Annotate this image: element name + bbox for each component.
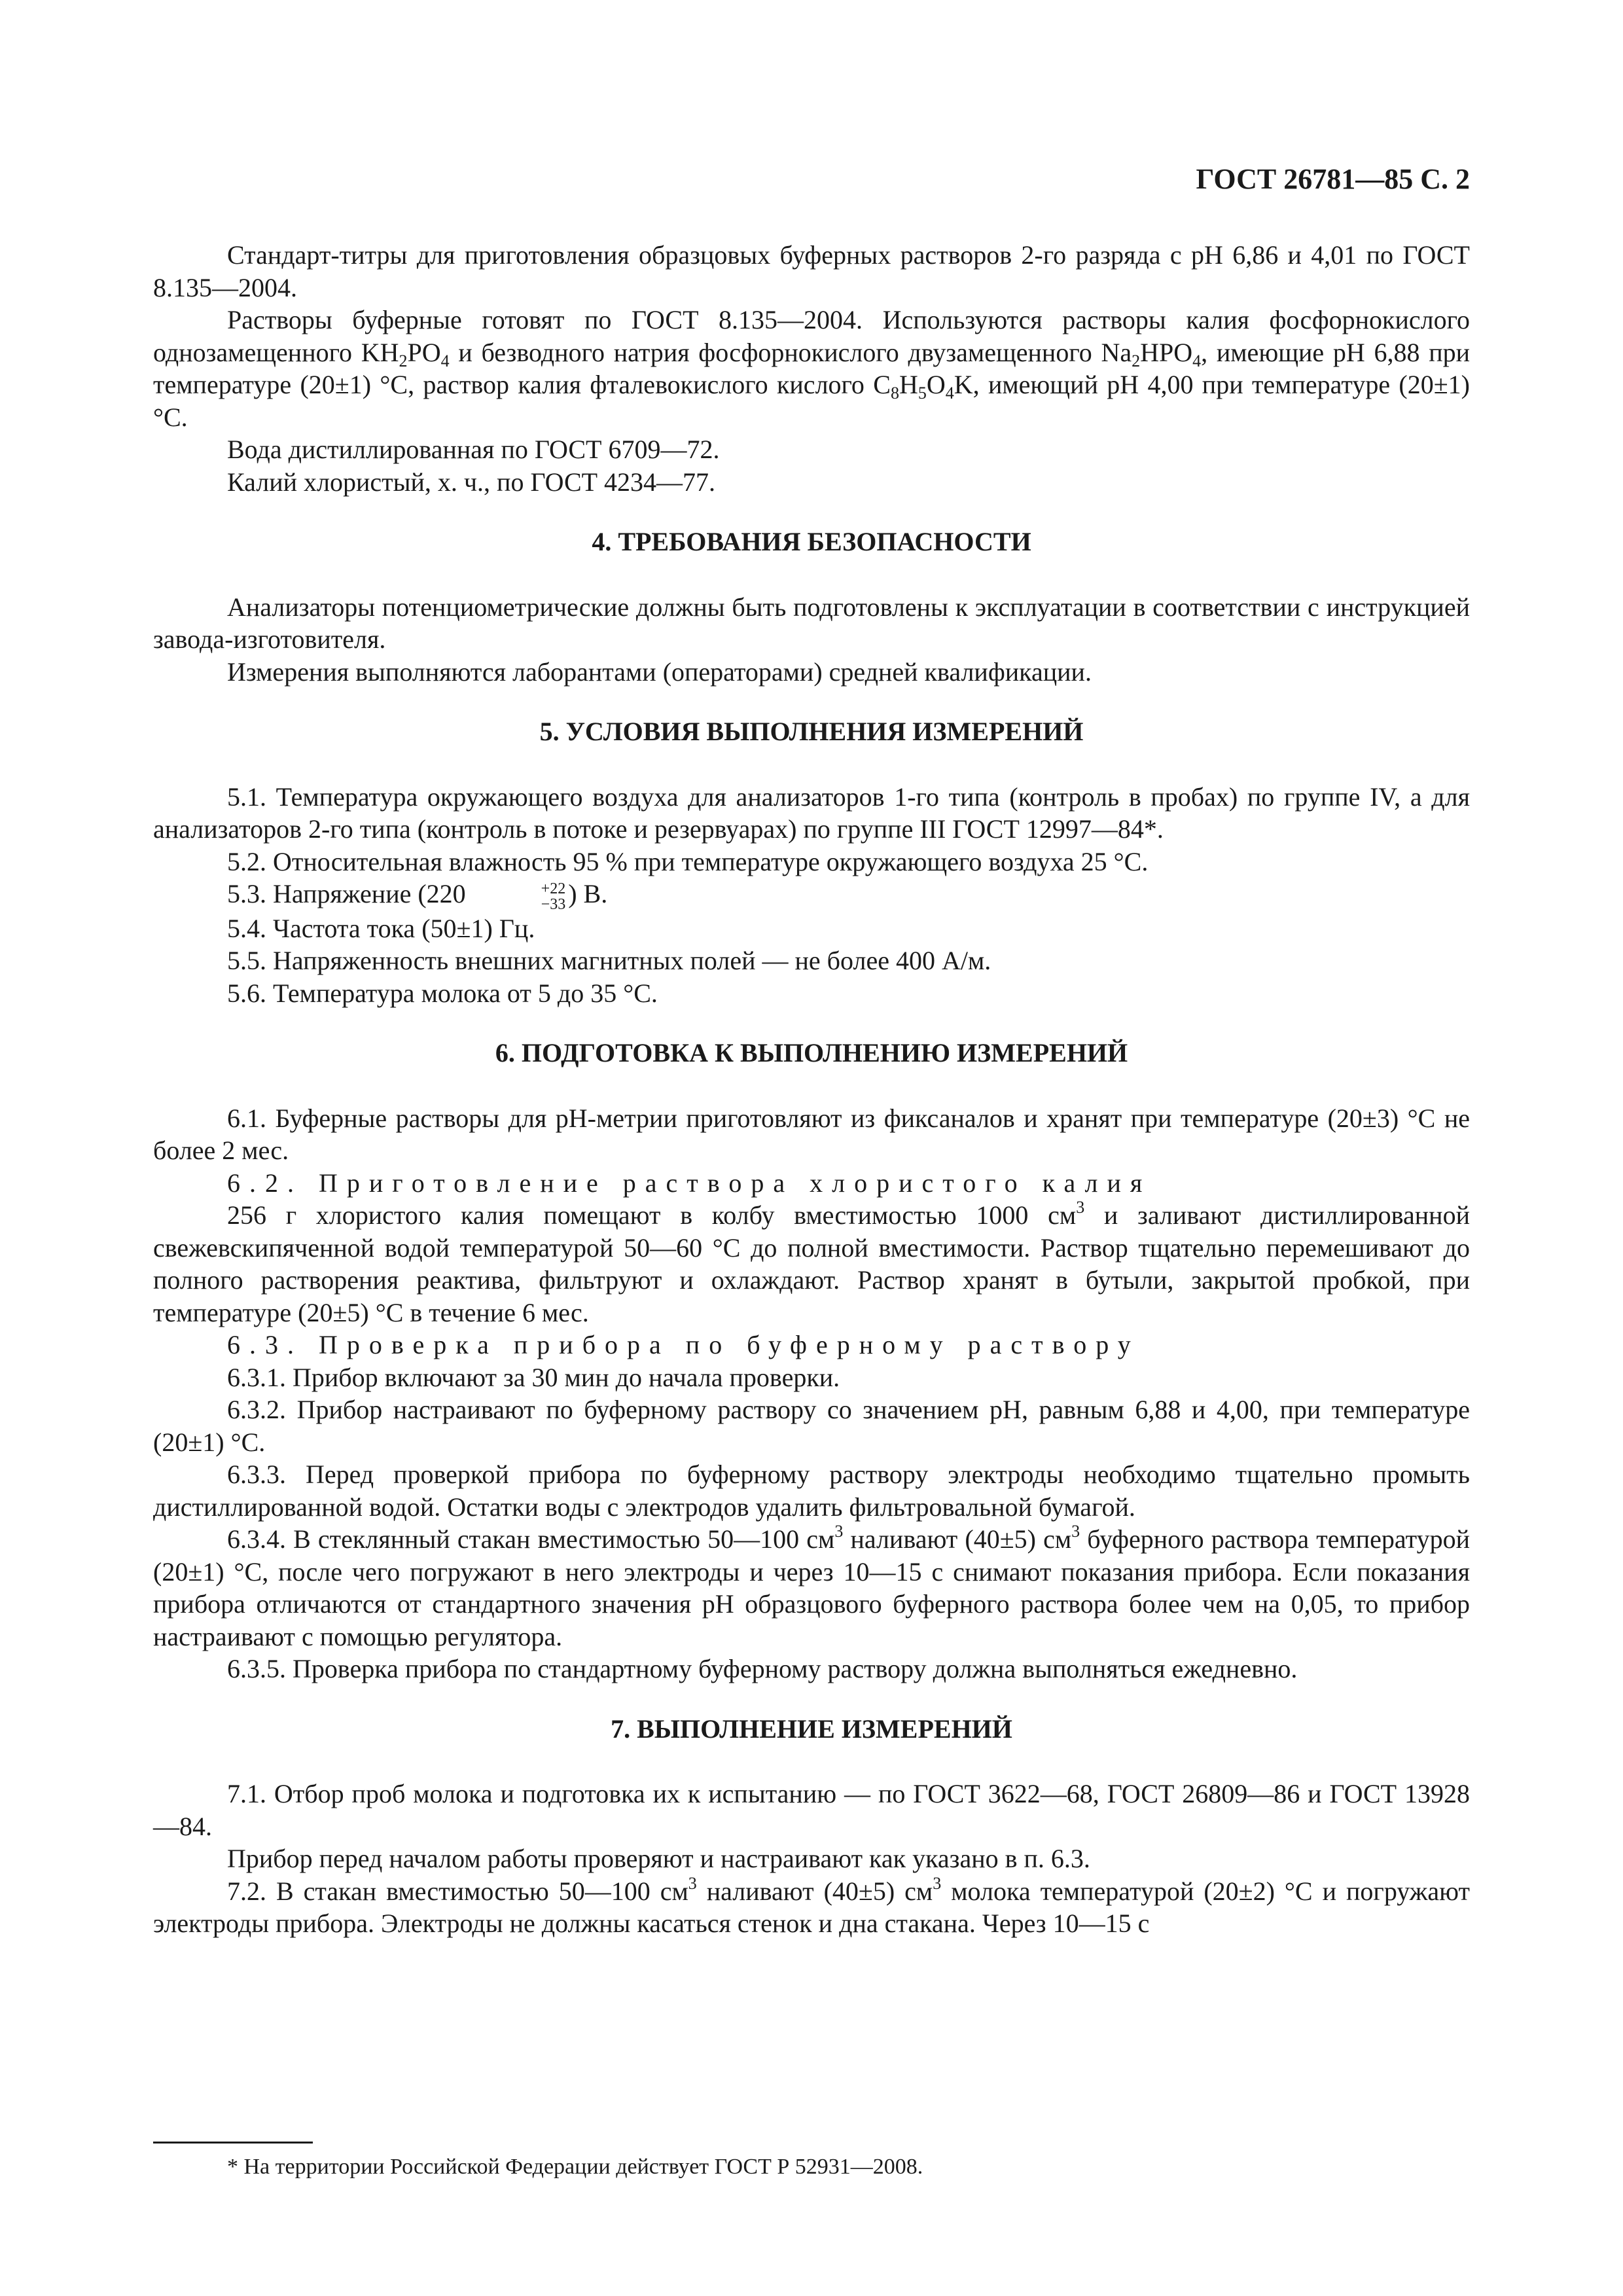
paragraph-standard-titres: Стандарт-титры для приготовления образцовых буферных растворов 2-го разряда с рН 6,86 и 4,01 по ГОСТ 8.135—2004.	[153, 240, 1470, 302]
paragraph-6-3-4: 6.3.4. В стеклянный стакан вместимостью 50—100 $см^3$ наливают (40±5) $см^3$ буферного раствора температурой (20±1) °С, после чего погружают в него электроды и через 10—15 с снимают показания прибора. Если показания прибора отличаются от стандартного значения рН образцового буферного раствора более чем на 0,05, то прибор настраивают с помощью регулятора.	[153, 1522, 1470, 1651]
paragraph-6-3-2: 6.3.2. Прибор настраивают по буферному раствору со значением рН, равным 6,88 и 4,00, при температуре (20±1) °С.	[153, 1395, 1470, 1457]
paragraph-5-3: 5.3. Напряжение (220 +22 −33 ) В.	[227, 879, 608, 913]
paragraph-6-3-1: 6.3.1. Прибор включают за 30 мин до начала проверки.	[227, 1362, 840, 1392]
footnote: * На территории Российской Федерации действует ГОСТ Р 52931—2008.	[227, 2155, 923, 2179]
paragraph-5-1: 5.1. Температура окружающего воздуха для анализаторов 1-го типа (контроль в пробах) по группе IV, а для анализаторов 2-го типа (контроль в потоке и резервуарах) по группе III ГОСТ 12997—84*.	[153, 781, 1470, 844]
paragraph-7-2: 7.2. В стакан вместимостью 50—100 $см^3$ наливают (40±5) $см^3$ молока температурой (20±2) °С и погружают электроды прибора. Электроды не должны касаться стенок и дна стакана. Через 10—15 с	[153, 1873, 1470, 1939]
section-4-heading: 4. ТРЕБОВАНИЯ БЕЗОПАСНОСТИ	[592, 527, 1031, 556]
section-5-heading: 5. УСЛОВИЯ ВЫПОЛНЕНИЯ ИЗМЕРЕНИЙ	[539, 717, 1084, 746]
paragraph-6-2-text: 256 г хлористого калия помещают в колбу вместимостью 1000 $см^3$ и заливают дистиллированной свежевскипяченной водой температурой 50—60 °С до полной вместимости. Раствор тщательно перемешивают до полного растворения реактива, фильтруют и охлаждают. Раствор хранят в бутыли, закрытой пробкой, при температуре (20±5) °С в течение 6 мес.	[153, 1198, 1470, 1327]
paragraph-5-4: 5.4. Частота тока (50±1) Гц.	[227, 913, 535, 943]
subheading-6-3: 6.3. Проверка прибора по буферному раствору	[227, 1330, 1140, 1360]
paragraph-distilled-water: Вода дистиллированная по ГОСТ 6709—72.	[227, 435, 720, 464]
footnote-divider	[153, 2142, 313, 2144]
section-6-heading: 6. ПОДГОТОВКА К ВЫПОЛНЕНИЮ ИЗМЕРЕНИЙ	[495, 1038, 1128, 1068]
paragraph-5-5: 5.5. Напряженность внешних магнитных полей — не более 400 А/м.	[227, 946, 991, 976]
section-7-heading: 7. ВЫПОЛНЕНИЕ ИЗМЕРЕНИЙ	[611, 1713, 1012, 1744]
paragraph-6-3-5: 6.3.5. Проверка прибора по стандартному буферному раствору должна выполняться ежедневно.	[227, 1654, 1298, 1684]
paragraph-7-1: 7.1. Отбор проб молока и подготовка их к испытанию — по ГОСТ 3622—68, ГОСТ 26809—86 и ГОСТ 13928—84.	[153, 1779, 1470, 1841]
paragraph-7-1-note: Прибор перед началом работы проверяют и настраивают как указано в п. 6.3.	[227, 1844, 1090, 1874]
page-header: ГОСТ 26781—85 С. 2	[1196, 163, 1470, 195]
paragraph-potassium-chloride: Калий хлористый, х. ч., по ГОСТ 4234—77.	[227, 467, 716, 497]
paragraph-5-2: 5.2. Относительная влажность 95 % при температуре окружающего воздуха 25 °С.	[227, 846, 1149, 876]
paragraph-5-6: 5.6. Температура молока от 5 до 35 °С.	[227, 978, 658, 1008]
page-content	[153, 239, 1470, 1940]
paragraph-6-3-3: 6.3.3. Перед проверкой прибора по буферному раствору электроды необходимо тщательно промыть дистиллированной водой. Остатки воды с электродов удалить фильтровальной бумагой.	[153, 1460, 1470, 1522]
voltage-tolerance: +22 −33	[541, 880, 566, 913]
paragraph-6-1: 6.1. Буферные растворы для рН-метрии приготовляют из фиксаналов и хранят при температуре (20±3) °С не более 2 мес.	[153, 1103, 1470, 1166]
paragraph-4-1: Анализаторы потенциометрические должны быть подготовлены к эксплуатации в соответствии с инструкцией завода-изготовителя.	[153, 592, 1470, 654]
paragraph-4-2: Измерения выполняются лаборантами (операторами) средней квалификации.	[227, 656, 1092, 687]
paragraph-buffer-solutions: Растворы буферные готовят по ГОСТ 8.135—2004. Используются растворы калия фосфорнокислого однозамещенного $KH_2PO_4$ и безводного натрия фосфорнокислого двузамещенного $Na_2HPO_4$, имеющие рН 6,88 при температуре (20±1) °С, раствор калия фталевокислого кислого $C_8H_5O_4K$, имеющий рН 4,00 при температуре (20±1) °С.	[153, 305, 1471, 432]
subheading-6-2: 6.2. Приготовление раствора хлористого калия	[227, 1168, 1152, 1198]
